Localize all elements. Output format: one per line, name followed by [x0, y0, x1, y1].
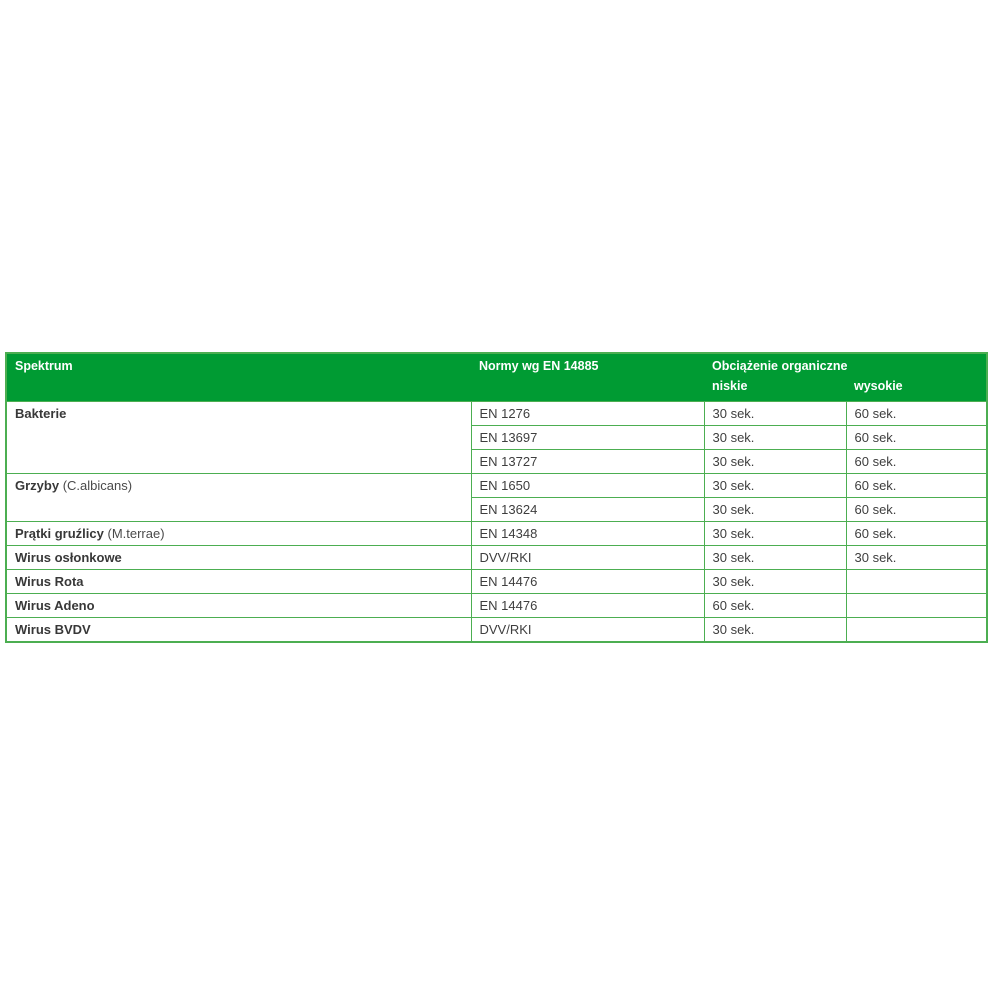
table-row — [6, 473, 987, 497]
spectrum-cell — [6, 545, 471, 569]
spectrum-name: Wirus osłonkowe — [15, 549, 122, 565]
niskie-cell: 30 sek. — [704, 473, 846, 497]
wysokie-cell — [846, 569, 987, 593]
table-body — [6, 401, 987, 642]
spectrum-name: Grzyby — [15, 477, 60, 493]
table-row — [6, 401, 987, 425]
spectrum-cell — [6, 593, 471, 617]
wysokie-cell: 60 sek. — [846, 401, 987, 425]
spectrum-name: Prątki gruźlicy — [15, 525, 104, 541]
wysokie-cell: 60 sek. — [846, 473, 987, 497]
spectrum-table — [5, 352, 988, 643]
spectrum-cell — [6, 401, 471, 473]
spectrum-species: (C.albicans) — [59, 477, 133, 493]
wysokie-cell: 60 sek. — [846, 425, 987, 449]
norm-cell: EN 1276 — [471, 401, 704, 425]
niskie-cell: 30 sek. — [704, 569, 846, 593]
niskie-cell: 30 sek. — [704, 497, 846, 521]
header-wysokie: wysokie — [846, 377, 987, 401]
spectrum-name: Wirus Adeno — [15, 597, 95, 613]
wysokie-cell: 60 sek. — [846, 449, 987, 473]
spectrum-cell — [6, 473, 471, 521]
header-normy: Normy wg EN 14885 — [471, 353, 704, 401]
norm-cell: EN 14348 — [471, 521, 704, 545]
norm-cell: DVV/RKI — [471, 545, 704, 569]
table-header — [6, 353, 987, 401]
wysokie-cell: 60 sek. — [846, 521, 987, 545]
norm-cell: EN 14476 — [471, 569, 704, 593]
spectrum-species: (M.terrae) — [103, 525, 165, 541]
niskie-cell: 30 sek. — [704, 545, 846, 569]
table-row — [6, 569, 987, 593]
niskie-cell: 30 sek. — [704, 521, 846, 545]
wysokie-cell — [846, 593, 987, 617]
table-row — [6, 593, 987, 617]
spectrum-cell — [6, 569, 471, 593]
norm-cell: EN 1650 — [471, 473, 704, 497]
table-row — [6, 617, 987, 642]
niskie-cell: 30 sek. — [704, 449, 846, 473]
norm-cell: EN 14476 — [471, 593, 704, 617]
spectrum-name: Wirus BVDV — [15, 621, 91, 637]
header-niskie: niskie — [704, 377, 846, 401]
header-obciazenie: Obciążenie organiczne — [704, 353, 987, 377]
niskie-cell: 30 sek. — [704, 425, 846, 449]
norm-cell: DVV/RKI — [471, 617, 704, 642]
table-row — [6, 545, 987, 569]
spectrum-name: Bakterie — [15, 405, 67, 421]
spectrum-cell — [6, 617, 471, 642]
table-row — [6, 521, 987, 545]
niskie-cell: 30 sek. — [704, 401, 846, 425]
wysokie-cell — [846, 617, 987, 642]
norm-cell: EN 13727 — [471, 449, 704, 473]
spectrum-name: Wirus Rota — [15, 573, 84, 589]
header-spektrum: Spektrum — [6, 353, 471, 401]
norm-cell: EN 13697 — [471, 425, 704, 449]
norm-cell: EN 13624 — [471, 497, 704, 521]
spectrum-table-container — [5, 352, 986, 643]
wysokie-cell: 60 sek. — [846, 497, 987, 521]
wysokie-cell: 30 sek. — [846, 545, 987, 569]
niskie-cell: 60 sek. — [704, 593, 846, 617]
spectrum-cell — [6, 521, 471, 545]
niskie-cell: 30 sek. — [704, 617, 846, 642]
